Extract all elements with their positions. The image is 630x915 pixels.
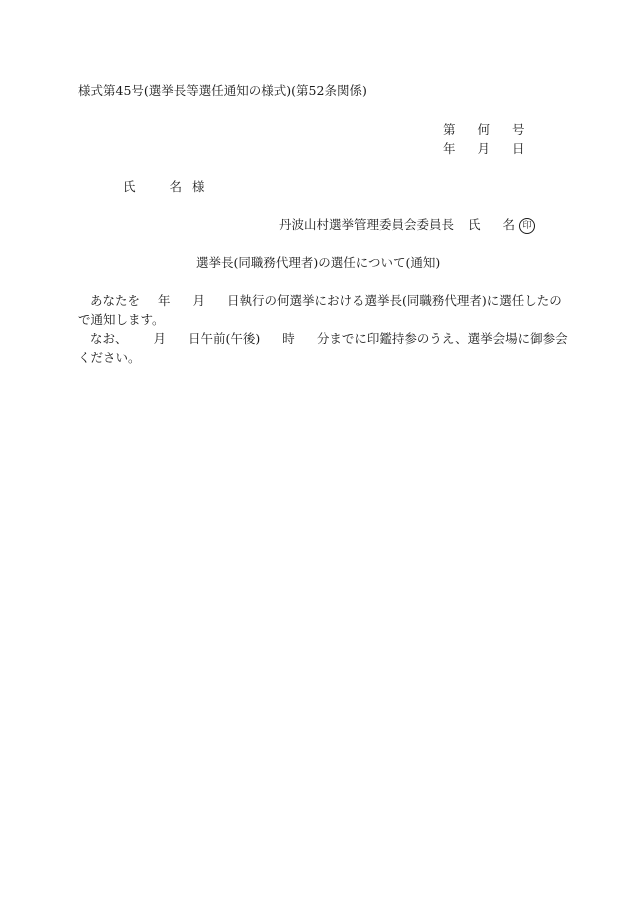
sender-shi: 氏 (468, 217, 481, 232)
document-number (443, 121, 525, 139)
document-date (443, 140, 525, 158)
body-line: で通知します。 (78, 312, 165, 327)
date-year: 年 (443, 141, 456, 156)
addressee-shi: 氏 (123, 179, 136, 194)
body-line: なお、 月 日午前(午後) 時 分までに印鑑持参のうえ、選挙会場に御参会 (90, 331, 568, 346)
body-line: あなたを 年 月 日執行の何選挙における選挙長(同職務代理者)に選任したの (90, 293, 562, 308)
addressee-sama: 様 (192, 179, 205, 194)
subject-title: 選挙長(同職務代理者)の選任について(通知) (196, 255, 441, 270)
seal-icon: 印 (519, 218, 535, 234)
body-text (78, 291, 568, 367)
sender (279, 216, 535, 234)
addressee-mei: 名 (169, 179, 183, 194)
addressee (123, 178, 205, 196)
date-month: 月 (477, 141, 491, 156)
sender-organization: 丹波山村選挙管理委員会委員長 (279, 217, 455, 232)
date-day: 日 (512, 141, 525, 156)
body-line: ください。 (78, 350, 141, 365)
form-title: 様式第45号(選挙長等選任通知の様式)(第52条関係) (78, 83, 367, 98)
number-dai: 第 (443, 122, 456, 137)
number-go: 号 (512, 122, 525, 137)
sender-mei: 名 (502, 217, 516, 232)
number-nani: 何 (477, 122, 491, 137)
